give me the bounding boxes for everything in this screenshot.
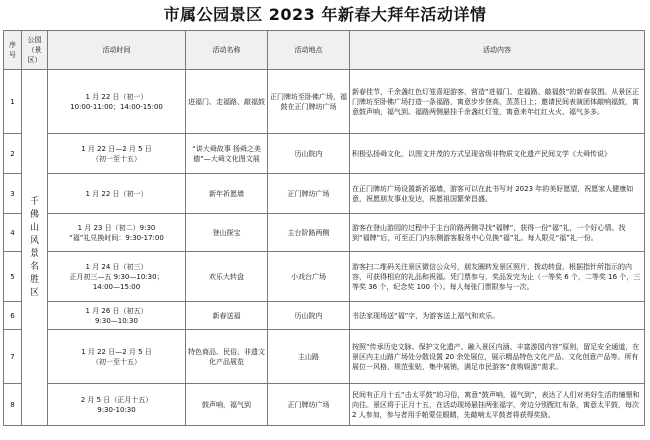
activity-name: 鼓声响，福气到	[186, 384, 268, 426]
activity-place: 历山院内	[268, 134, 350, 174]
activity-content: 新春佳节，千余盏红色灯笼喜迎游客，营造“进福门、走福路、敲福鼓”的新春氛围。从景区正门牌坊至卧佛广场打造一条福路，寓意步步登高，蒸蒸日上；邀请民间表演团体敲响福鼓，寓意鼓声响，福气到。福路两侧悬挂千余盏红灯笼，寓意来年红红火火、福气多多。	[350, 70, 645, 134]
header-park: 公园（景区）	[22, 31, 48, 70]
table-header-row	[4, 31, 645, 70]
park-name: 千佛山风景名胜区	[29, 196, 39, 298]
table-row	[4, 252, 645, 302]
activity-place: 主山路	[268, 330, 350, 384]
activity-name: 登山探宝	[186, 214, 268, 252]
row-number: 8	[4, 384, 22, 426]
row-number: 1	[4, 70, 22, 134]
activity-place: 正门牌坊广场	[268, 174, 350, 214]
activity-name: 特色商品、民俗、非遗文化产品展览	[186, 330, 268, 384]
activity-time: 1 月 22 日（初一）	[48, 174, 186, 214]
park-name-cell	[22, 70, 48, 426]
activity-content: 游客在登山游园的过程中于主台阶路两侧寻找“福牌”，获得一份“福”礼，一个好心情。找到“福牌”后，可至正门内东侧游客服务中心兑换“福”礼。每人限兑“福”礼一份。	[350, 214, 645, 252]
activity-content: 积极弘扬舜文化，以图文并茂的方式呈现省级非物质文化遗产民间文学《大舜传说》	[350, 134, 645, 174]
activity-table	[3, 30, 645, 426]
header-place: 活动地点	[268, 31, 350, 70]
activity-name: “讲大舜故事 扬舜之美德”—大舜文化图文展	[186, 134, 268, 174]
row-number: 2	[4, 134, 22, 174]
activity-content: 书法家现场送“福”字，为游客送上福气和欢乐。	[350, 302, 645, 330]
table-row	[4, 134, 645, 174]
header-no: 序号	[4, 31, 22, 70]
activity-content: 民间有正月十五“击太平鼓”的习俗，寓意“鼓声响，福气到”，表达了人们对美好生活的憧憬和向往。景区将于正月十五，在活动现场悬挂两张福字，旁边分别配红布条，寓意太平鼓，每次 2 人参加，参与者用手帕蒙住眼睛，先敲响太平鼓者将获得奖励。	[350, 384, 645, 426]
row-number: 5	[4, 252, 22, 302]
activity-place: 主台阶路两侧	[268, 214, 350, 252]
activity-content: 游客扫二维码关注景区微信公众号，朋友圈转发景区照片，拨动转盘，根据指针所指示的内容，可获得相应的礼品和祝福。凭门票参与，奖品发完为止（一等奖 6 个，二等奖 16 个，三等奖 36 个，纪念奖 100 个）。每人每张门票限参与一次。	[350, 252, 645, 302]
table-row	[4, 384, 645, 426]
page-title: 市属公园景区 2023 年新春大拜年活动详情	[163, 5, 487, 24]
table-row	[4, 302, 645, 330]
row-number: 7	[4, 330, 22, 384]
header-name: 活动名称	[186, 31, 268, 70]
table-row	[4, 174, 645, 214]
activity-name: 进福门、走福路、敲福鼓	[186, 70, 268, 134]
table-row	[4, 70, 645, 134]
header-time: 活动时间	[48, 31, 186, 70]
activity-content: 按照“传承历史文脉、保护文化遗产、融入景区内涵、丰富游园内容”原则，留足安全通道，在景区内主山路广场处分散设置 20 余处展位，展示精品特色文化产品、文化创意产品等。所有展位一风格，规范张贴，集中展销，满足市民游客“食购娱游”需求。	[350, 330, 645, 384]
activity-place: 历山院内	[268, 302, 350, 330]
activity-time: 1 月 23 日（初二）9:30 “福”礼兑换时间：9:30-17:00	[48, 214, 186, 252]
row-number: 6	[4, 302, 22, 330]
table-row	[4, 330, 645, 384]
activity-time: 1 月 22 日（初一） 10:00-11:00；14:00-15:00	[48, 70, 186, 134]
header-content: 活动内容	[350, 31, 645, 70]
row-number: 4	[4, 214, 22, 252]
activity-name: 新年祈愿墙	[186, 174, 268, 214]
activity-content: 在正门牌坊广场设置新祈福墙，游客可以在此书写对 2023 年的美好愿望，祝愿家人健康如意，祝愿朋友事业发达，祝愿祖国繁荣昌盛。	[350, 174, 645, 214]
activity-time: 1 月 24 日（初三） 正月初三—五 9:30—10:30； 14:00—15:00	[48, 252, 186, 302]
activity-time: 2 月 5 日（正月十五） 9:30-10:30	[48, 384, 186, 426]
table-row	[4, 214, 645, 252]
activity-place: 正门牌坊广场	[268, 384, 350, 426]
row-number: 3	[4, 174, 22, 214]
activity-name: 欢乐大转盘	[186, 252, 268, 302]
activity-place: 正门牌坊至卧佛广场，福鼓在正门牌坊广场	[268, 70, 350, 134]
activity-time: 1 月 26 日（初五） 9:30—10:30	[48, 302, 186, 330]
activity-time: 1 月 22 日—2 月 5 日 （初一至十五）	[48, 330, 186, 384]
activity-time: 1 月 22 日—2 月 5 日 （初一至十五）	[48, 134, 186, 174]
activity-place: 小戏台广场	[268, 252, 350, 302]
activity-name: 新春送福	[186, 302, 268, 330]
